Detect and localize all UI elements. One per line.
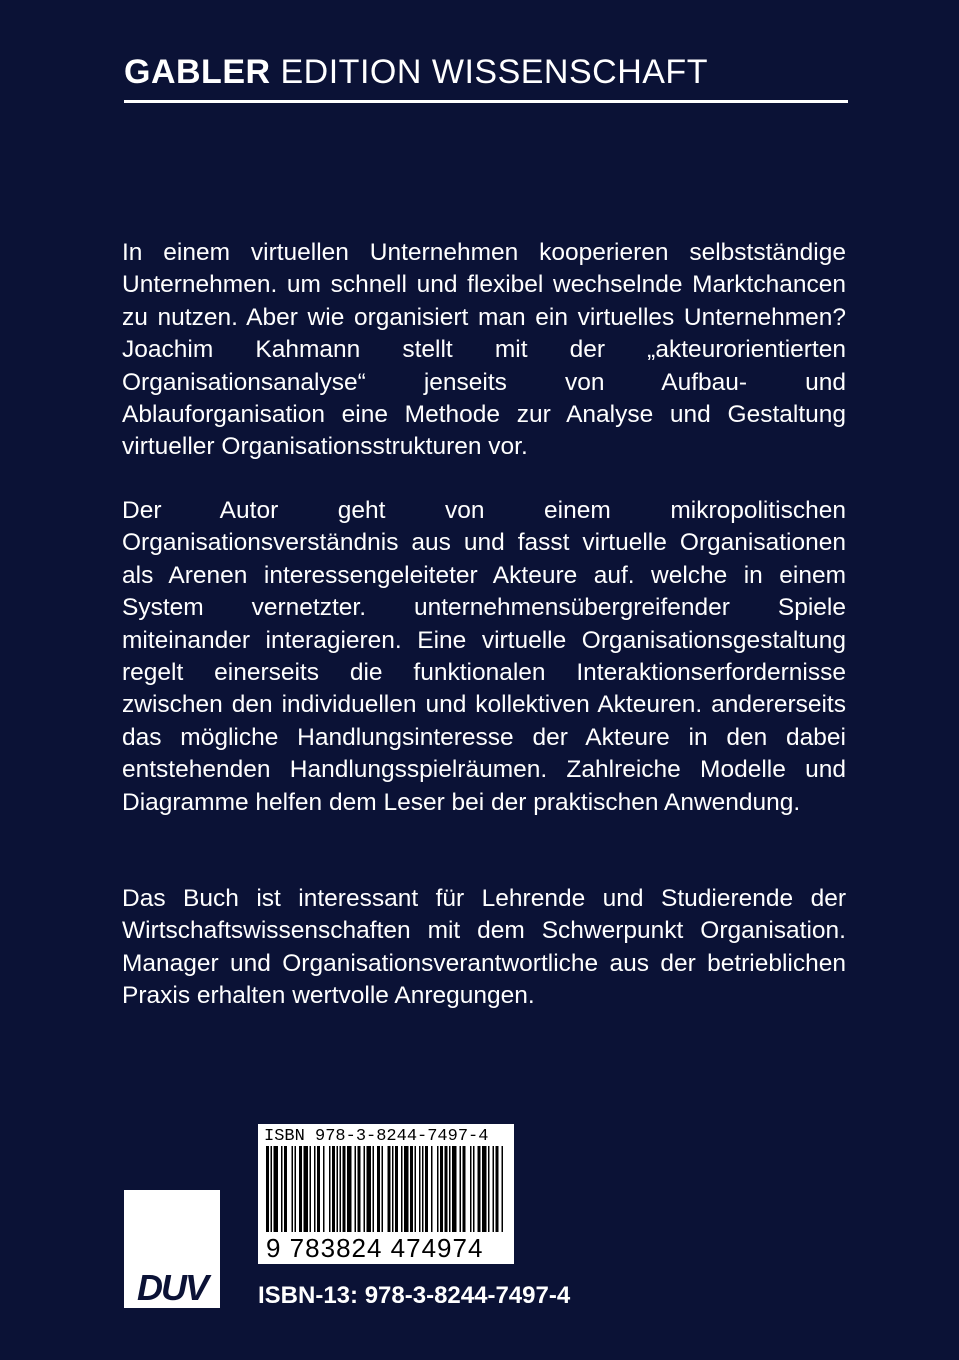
barcode-bar <box>401 1146 403 1232</box>
barcode-bar <box>310 1146 312 1232</box>
barcode-bar <box>440 1146 443 1232</box>
barcode-bar <box>292 1146 294 1232</box>
blurb-paragraph-2: Der Autor geht von einem mikropolitischen Organisationsverständnis aus und fasst virtuelle Organisationen als Arenen interessengeleiteter Akteure auf. welche in einem System vernetzter. unternehmensübergreifender Spiele miteinander interagieren. Eine virtuelle Organisationsgestaltung regelt einerseits die funktionalen Interaktionserfordernisse zwischen den individuellen und kollektiven Akteuren. andererseits das mögliche Handlungsinteresse der Akteure in den dabei entstehenden Handlungsspielräumen. Zahlreiche Modelle und Diagramme helfen dem Leser bei der praktischen Anwendung. <box>122 497 846 816</box>
publisher-logo-text: DUV <box>136 1267 207 1308</box>
barcode-bar <box>323 1146 325 1232</box>
blurb-paragraph-1: In einem virtuellen Unternehmen kooperieren selbstständige Unternehmen. um schnell und flexibel wechselnde Marktchancen zu nutzen. Aber wie organisiert man ein virtuelles Unternehmen? Joachim Kahmann stellt mit der „akteurorientierten Organisationsanalyse“ jenseits von Aufbau- und Ablauforganisation eine Methode zur Analyse und Gestaltung virtueller Organisationsstrukturen vor. <box>122 239 846 461</box>
series-title <box>124 52 848 92</box>
barcode-bar <box>364 1146 366 1232</box>
barcode-bar <box>392 1146 394 1232</box>
barcode-bar <box>274 1146 279 1232</box>
barcode-bar <box>332 1146 335 1232</box>
barcode-bar <box>266 1146 269 1232</box>
barcode-bar <box>463 1146 466 1232</box>
barcode-bar <box>422 1146 424 1232</box>
barcode-bar <box>317 1146 320 1232</box>
barcode-bars <box>266 1146 506 1232</box>
barcode-bar <box>415 1146 417 1232</box>
barcode-bar <box>425 1146 428 1232</box>
barcode-bar <box>314 1146 316 1232</box>
barcode-bar <box>437 1146 439 1232</box>
barcode-bar <box>377 1146 380 1232</box>
barcode-bar <box>281 1146 283 1232</box>
barcode-isbn-label: ISBN 978-3-8244-7497-4 <box>264 1127 489 1146</box>
barcode-bar <box>488 1146 490 1232</box>
isbn-barcode <box>258 1124 514 1264</box>
barcode-bar <box>340 1146 342 1232</box>
barcode-bar <box>431 1146 433 1232</box>
barcode-bar <box>496 1146 499 1232</box>
barcode-bar <box>493 1146 495 1232</box>
barcode-bar <box>358 1146 361 1232</box>
barcode-bar <box>347 1146 352 1232</box>
barcode-bar <box>337 1146 339 1232</box>
barcode-bar <box>502 1146 504 1232</box>
barcode-bar <box>478 1146 481 1232</box>
barcode-bar <box>449 1146 451 1232</box>
barcode-bar <box>299 1146 302 1232</box>
barcode-bar <box>473 1146 475 1232</box>
barcode-bar <box>284 1146 287 1232</box>
barcode-bar <box>452 1146 457 1232</box>
barcode-bar <box>373 1146 375 1232</box>
isbn-13-label: ISBN-13: 978-3-8244-7497-4 <box>258 1282 571 1309</box>
barcode-bar <box>470 1146 472 1232</box>
series-name: EDITION WISSENSCHAFT <box>270 53 708 91</box>
barcode-bar <box>343 1146 346 1232</box>
barcode-bar <box>410 1146 413 1232</box>
barcode-digits: 9 783824 474974 <box>266 1233 484 1263</box>
header-rule <box>124 100 848 103</box>
barcode-bar <box>382 1146 384 1232</box>
barcode-bar <box>329 1146 331 1232</box>
series-brand: GABLER <box>124 53 271 91</box>
barcode-bar <box>304 1146 309 1232</box>
barcode-bar <box>395 1146 398 1232</box>
barcode-bar <box>355 1146 357 1232</box>
barcode-bar <box>295 1146 297 1232</box>
blurb-paragraph-3: Das Buch ist interessant für Lehrende und Studierende der Wirtschaftswissenschaften mit dem Schwerpunkt Organisation. Manager und Organisationsverantwortliche aus der betrieblichen Praxis erhalten wertvolle Anregungen. <box>122 885 846 1010</box>
publisher-logo <box>124 1190 220 1308</box>
barcode-bar <box>482 1146 487 1232</box>
barcode-bar <box>419 1146 421 1232</box>
barcode-bar <box>367 1146 372 1232</box>
barcode-bar <box>445 1146 448 1232</box>
barcode-bar <box>460 1146 462 1232</box>
barcode-bar <box>388 1146 391 1232</box>
barcode-bar <box>271 1146 273 1232</box>
barcode-bar <box>404 1146 409 1232</box>
